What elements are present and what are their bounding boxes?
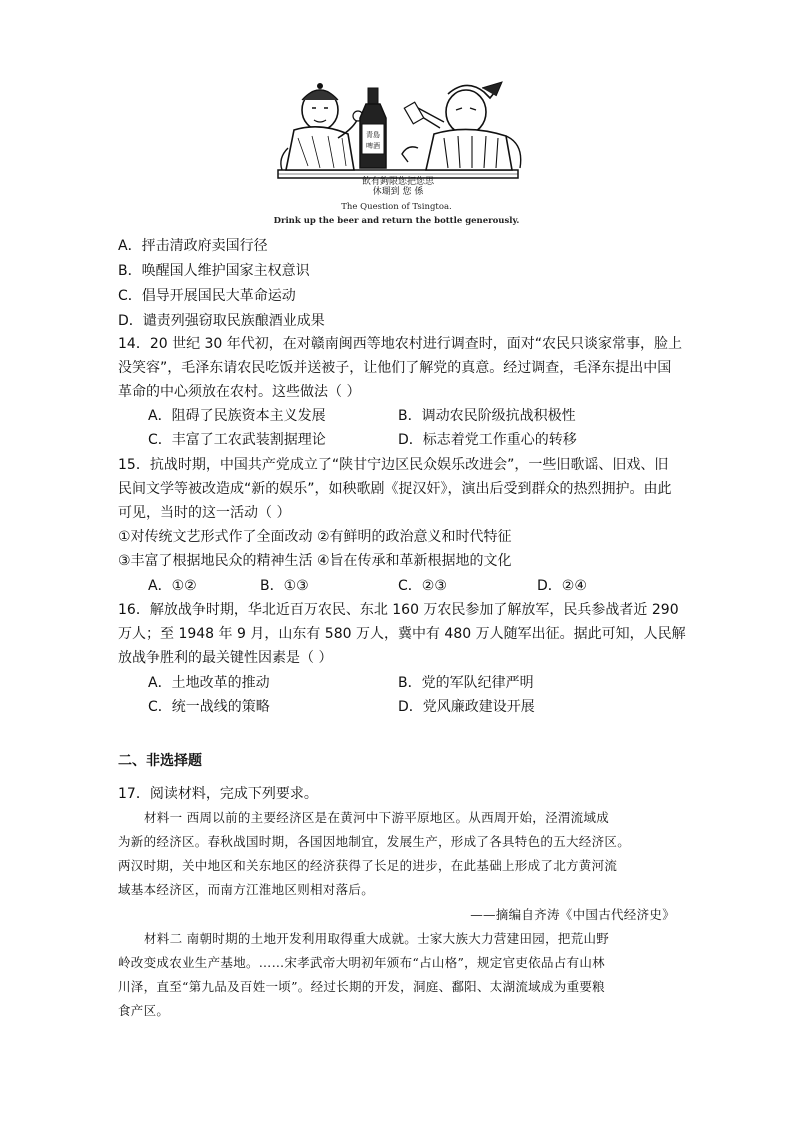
q13-option-a: A．抨击清政府卖国行径 bbox=[118, 238, 268, 254]
material1-line2: 为新的经济区。春秋战国时期，各国因地制宜，发展生产，形成了各具特色的五大经济区。 bbox=[118, 834, 631, 849]
cartoon-caption-title: The Question of Tsingtoa. bbox=[341, 202, 452, 212]
section-heading: 二、非选择题 bbox=[118, 753, 202, 769]
q15-option-c: C．②③ bbox=[398, 578, 447, 594]
material1-line1: 材料一 西周以前的主要经济区是在黄河中下游平原地区。从西周开始，泾渭流域成 bbox=[144, 810, 610, 825]
q16-stem-line2: 万人；至 1948 年 9 月，山东有 580 万人，冀中有 480 万人随军出征。据此可知，人民解 bbox=[118, 626, 686, 642]
q13-option-d: D．谴责列强窃取民族酿酒业成果 bbox=[118, 313, 325, 329]
q15-statements-line2: ③丰富了根据地民众的精神生活 ④旨在传承和革新根据地的文化 bbox=[118, 553, 512, 569]
q16-option-d: D．党风廉政建设开展 bbox=[398, 699, 535, 715]
cartoon-chinese-caption-2: 休瑚到 您 係 bbox=[372, 187, 424, 196]
material1-line3: 两汉时期，关中地区和关东地区的经济获得了长足的进步，在此基础上形成了北方黄河流 bbox=[118, 858, 618, 873]
q16-option-c: C．统一战线的策略 bbox=[148, 699, 270, 715]
q17-prompt: 17．阅读材料，完成下列要求。 bbox=[118, 786, 318, 802]
q13-option-b: B．唤醒国人维护国家主权意识 bbox=[118, 263, 310, 279]
q14-option-c: C．丰富了工农武装割据理论 bbox=[148, 432, 326, 448]
q14-stem-line3: 革命的中心须放在农村。这些做法（ ） bbox=[118, 384, 361, 400]
cartoon-caption-subtitle: Drink up the beer and return the bottle generously. bbox=[273, 216, 520, 226]
q16-option-a: A．土地改革的推动 bbox=[148, 675, 270, 691]
material2-line3: 川泽，直至“第九品及百姓一顷”。经过长期的开发，洞庭、鄱阳、太湖流域成为重要粮 bbox=[118, 979, 605, 994]
q15-stem-line1: 15．抗战时期，中国共产党成立了“陕甘宁边区民众娱乐改进会”，一些旧歌谣、旧戏、旧 bbox=[118, 457, 669, 473]
tsingtao-cartoon-image bbox=[268, 78, 528, 196]
q16-stem-line1: 16．解放战争时期，华北近百万农民、东北 160 万农民参加了解放军，民兵参战者近 290 bbox=[118, 602, 679, 618]
q14-option-d: D．标志着党工作重心的转移 bbox=[398, 432, 577, 448]
q14-stem-line2: 没笑容”，毛泽东请农民吃饭并送被子，让他们了解党的真意。经过调查，毛泽东提出中国 bbox=[118, 360, 672, 376]
q14-option-b: B．调动农民阶级抗战积极性 bbox=[398, 408, 576, 424]
q14-stem-line1: 14．20 世纪 30 年代初，在对赣南闽西等地农村进行调查时，面对“农民只谈家常事，脸上 bbox=[118, 336, 683, 352]
material2-line1: 材料二 南朝时期的土地开发利用取得重大成就。士家大族大力营建田园，把荒山野 bbox=[144, 931, 610, 946]
bottle-label-line1: 青島 bbox=[366, 131, 380, 139]
bottle-label-line2: 啤酒 bbox=[366, 142, 380, 150]
material2-line2: 岭改变成农业生产基地。……宋孝武帝大明初年颁布“占山格”，规定官吏依品占有山林 bbox=[118, 955, 605, 970]
material2-line4: 食产区。 bbox=[118, 1003, 170, 1018]
material1-line4: 域基本经济区，而南方江淮地区则相对落后。 bbox=[118, 882, 375, 897]
q15-stem-line2: 民间文学等被改造成“新的娱乐”，如秧歌剧《捉汉奸》，演出后受到群众的热烈拥护。由此 bbox=[118, 481, 672, 497]
q16-option-b: B．党的军队纪律严明 bbox=[398, 675, 534, 691]
q14-option-a: A．阻碍了民族资本主义发展 bbox=[148, 408, 326, 424]
q15-statements-line1: ①对传统文艺形式作了全面改动 ②有鲜明的政治意义和时代特征 bbox=[118, 529, 512, 545]
q15-option-a: A．①② bbox=[148, 578, 197, 594]
material1-source: ——摘编自齐涛《中国古代经济史》 bbox=[470, 907, 675, 922]
q13-option-c: C．倡导开展国民大革命运动 bbox=[118, 288, 296, 304]
q15-option-b: B．①③ bbox=[260, 578, 309, 594]
q15-stem-line3: 可见，当时的这一活动（ ） bbox=[118, 505, 291, 521]
q15-option-d: D．②④ bbox=[537, 578, 587, 594]
q16-stem-line3: 放战争胜利的最关键性因素是（ ） bbox=[118, 650, 333, 666]
cartoon-chinese-caption: 飲有鉤限您把您思 bbox=[361, 177, 435, 187]
